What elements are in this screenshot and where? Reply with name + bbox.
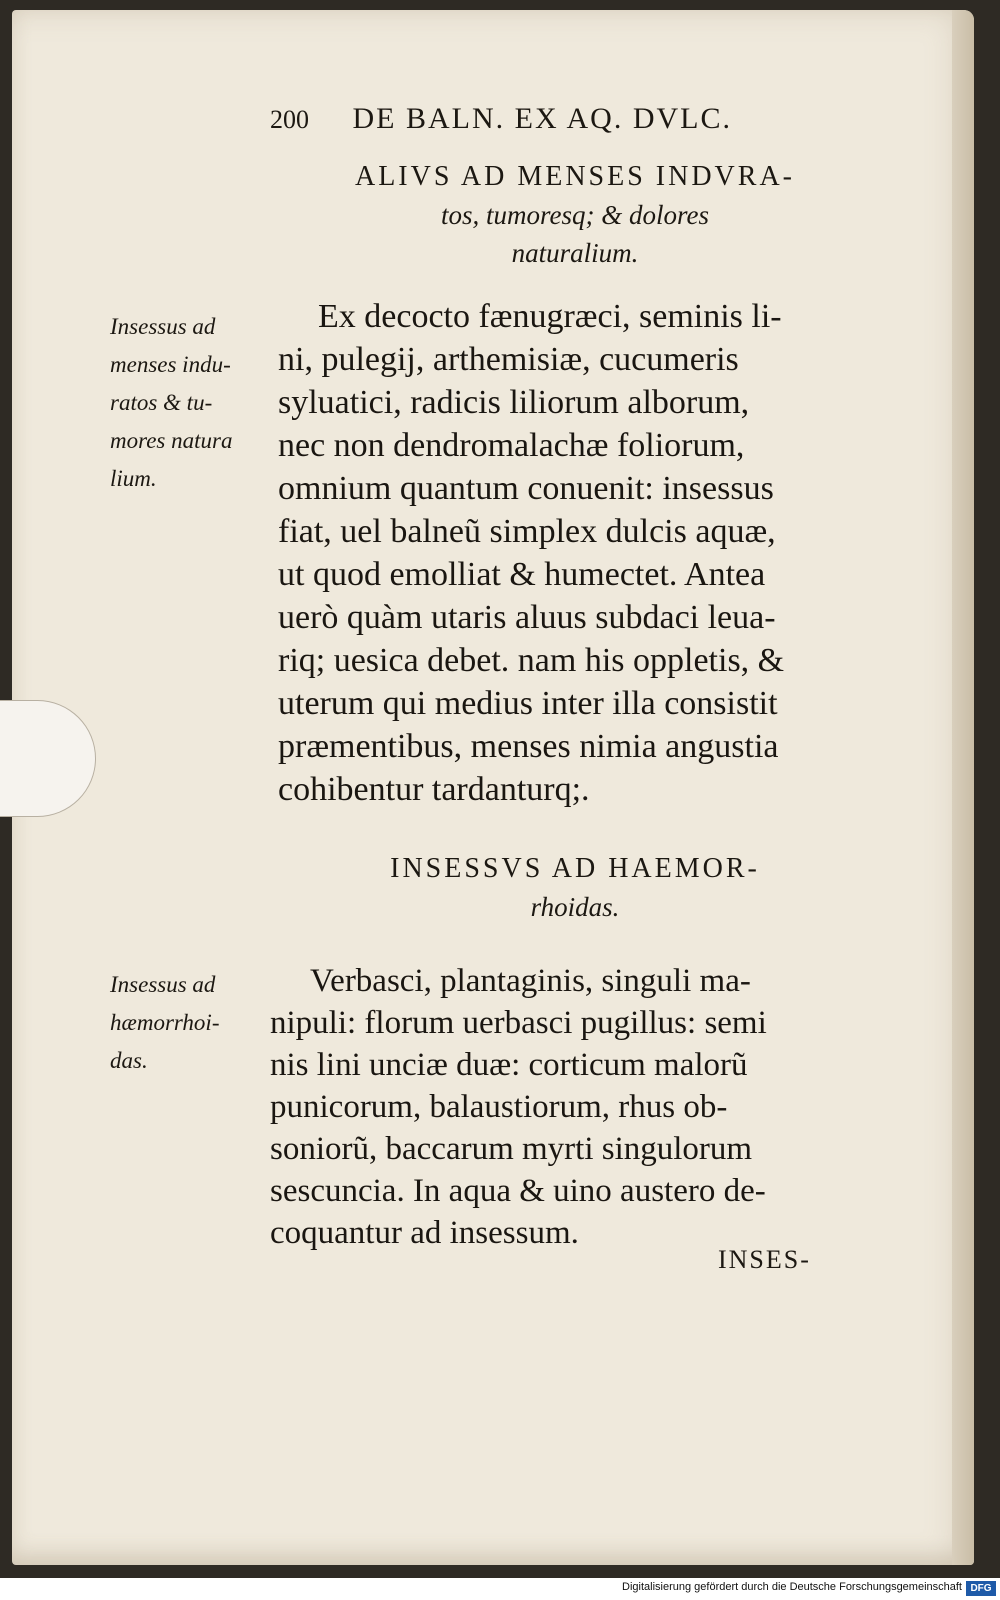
marginal-line: menses indu- [110, 352, 231, 377]
marginal-line: ratos & tu- [110, 390, 213, 415]
text-line: præmentibus, menses nimia angustia [278, 728, 779, 765]
marginal-line: das. [110, 1048, 148, 1073]
text-line: omnium quantum conuenit: insessus [278, 470, 774, 507]
text-line: nipuli: florum uerbasci pugillus: semi [270, 1005, 767, 1041]
text-line: sescuncia. In aqua & uino austero de- [270, 1173, 766, 1209]
text-line: Verbasci, plantaginis, singuli ma- [310, 963, 751, 999]
section-heading-italic: rhoidas. [530, 892, 620, 922]
funding-credit: Digitalisierung gefördert durch die Deutsche Forschungsgemeinschaft [622, 1581, 962, 1593]
section-heading-caps: ALIVS AD MENSES INDVRA- [354, 161, 795, 192]
marginal-line: lium. [110, 466, 157, 491]
marginal-line: hæmorrhoi- [110, 1010, 220, 1035]
section-heading-caps: INSESSVS AD HAEMOR- [390, 853, 760, 884]
paragraph-2 [270, 960, 870, 1254]
marginal-line: mores natura [110, 428, 233, 453]
section-heading-italic: naturalium. [511, 238, 639, 268]
running-title: DE BALN. EX AQ. DVLC. [352, 102, 732, 135]
text-line: riq; uesica debet. nam his oppletis, & [278, 642, 785, 679]
text-line: syluatici, radicis liliorum alborum, [278, 384, 750, 421]
page-edge [952, 10, 974, 1565]
marginal-note-2 [110, 966, 270, 1080]
text-line: Ex decocto fænugræci, seminis li- [318, 298, 782, 335]
text-line: ut quod emolliat & humectet. Antea [278, 556, 766, 593]
text-line: cohibentur tardanturq;. [278, 771, 590, 808]
marginal-note-1 [110, 308, 270, 498]
dfg-logo[interactable]: DFG [966, 1581, 996, 1596]
text-line: soniorũ, baccarum myrti singulorum [270, 1131, 753, 1167]
running-header [270, 102, 830, 136]
paragraph-1 [278, 295, 878, 811]
text-line: punicorum, balaustiorum, rhus ob- [270, 1089, 728, 1125]
section-heading-2 [270, 850, 880, 926]
text-line: nis lini unciæ duæ: corticum malorũ [270, 1047, 748, 1083]
marginal-line: Insessus ad [110, 972, 216, 997]
section-heading-1 [270, 158, 880, 272]
text-line: uerò quàm utaris aluus subdaci leua- [278, 599, 776, 636]
page-number: 200 [270, 105, 309, 134]
digitization-footer [0, 1578, 1000, 1600]
text-line: ni, pulegij, arthemisiæ, cucumeris [278, 341, 739, 378]
catchword: INSES- [718, 1245, 811, 1274]
marginal-line: Insessus ad [110, 314, 216, 339]
text-line: fiat, uel balneũ simplex dulcis aquæ, [278, 513, 776, 550]
text-line: uterum qui medius inter illa consistit [278, 685, 778, 722]
text-line: nec non dendromalachæ foliorum, [278, 427, 745, 464]
text-line: coquantur ad insessum. [270, 1215, 579, 1251]
section-heading-italic: tos, tumoresq; & dolores [441, 200, 709, 230]
